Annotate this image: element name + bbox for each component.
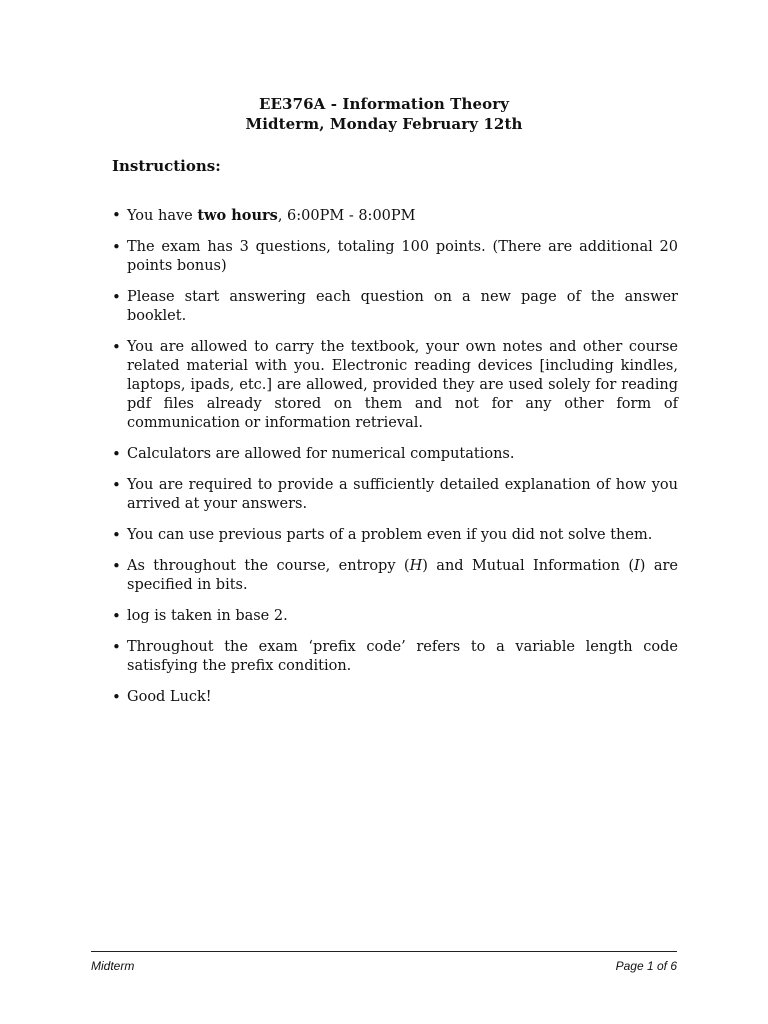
instruction-item-points xyxy=(112,238,678,276)
instruction-text: You are allowed to carry the textbook, your own notes and other course related material with you. Electronic reading devices [including kindles, laptops, ipads, etc.] are allowed, provided they are used solely for reading pdf files already stored on them and not for any other form of communication or information retrieval. xyxy=(127,339,678,431)
instruction-text-part: ) and Mutual Information ( xyxy=(422,558,635,574)
bullet-icon: • xyxy=(112,338,121,356)
bullet-icon: • xyxy=(112,288,121,306)
bullet-icon: • xyxy=(112,476,121,494)
instruction-item-bits xyxy=(112,557,678,595)
document-header xyxy=(0,94,768,134)
instruction-text: Please start answering each question on a new page of the answer booklet. xyxy=(127,289,678,324)
instruction-item-time xyxy=(112,206,678,226)
instruction-text: Good Luck! xyxy=(127,689,212,705)
instruction-item-prefix-code xyxy=(112,638,678,676)
instruction-text-prefix: You have xyxy=(127,208,198,224)
instruction-text: log is taken in base 2. xyxy=(127,608,288,624)
course-title: EE376A - Information Theory xyxy=(258,95,510,113)
bullet-icon: • xyxy=(112,688,121,706)
bullet-icon: • xyxy=(112,238,121,256)
instruction-item-good-luck xyxy=(112,688,678,707)
instruction-text xyxy=(127,206,678,226)
instructions-heading: Instructions: xyxy=(112,157,221,175)
mutual-information-symbol: I xyxy=(634,558,640,574)
instruction-item-calculators xyxy=(112,445,678,464)
instruction-text-part: ) are specified in bits. xyxy=(127,558,678,593)
instruction-item-answer-booklet xyxy=(112,288,678,326)
footer-divider xyxy=(91,951,677,952)
page-number: Page 1 of 6 xyxy=(615,959,677,973)
instruction-text: Throughout the exam ‘prefix code’ refers to a variable length code satisfying the prefix condition. xyxy=(127,639,678,674)
bullet-icon: • xyxy=(112,557,121,575)
bullet-icon: • xyxy=(112,206,121,224)
bullet-icon: • xyxy=(112,526,121,544)
footer-left-label: Midterm xyxy=(91,959,135,973)
entropy-symbol: H xyxy=(409,558,423,574)
instruction-text-emphasis: two hours xyxy=(197,207,278,224)
instruction-text: You are required to provide a sufficiently detailed explanation of how you arrived at your answers. xyxy=(127,477,678,512)
instruction-text: You can use previous parts of a problem even if you did not solve them. xyxy=(127,527,653,543)
bullet-icon: • xyxy=(112,638,121,656)
instruction-text-suffix: , 6:00PM - 8:00PM xyxy=(277,208,416,224)
instruction-text xyxy=(127,557,678,595)
bullet-icon: • xyxy=(112,445,121,463)
instruction-text: Calculators are allowed for numerical computations. xyxy=(127,446,515,462)
instruction-item-explanation xyxy=(112,476,678,514)
instructions-list xyxy=(112,206,678,719)
bullet-icon: • xyxy=(112,607,121,625)
instruction-item-log-base xyxy=(112,607,678,626)
exam-title: Midterm, Monday February 12th xyxy=(245,115,523,133)
instruction-text: The exam has 3 questions, totaling 100 points. (There are additional 20 points bonus) xyxy=(127,239,678,274)
instruction-item-previous-parts xyxy=(112,526,678,545)
instruction-item-materials xyxy=(112,338,678,433)
instruction-text-part: As throughout the course, entropy ( xyxy=(127,558,410,574)
